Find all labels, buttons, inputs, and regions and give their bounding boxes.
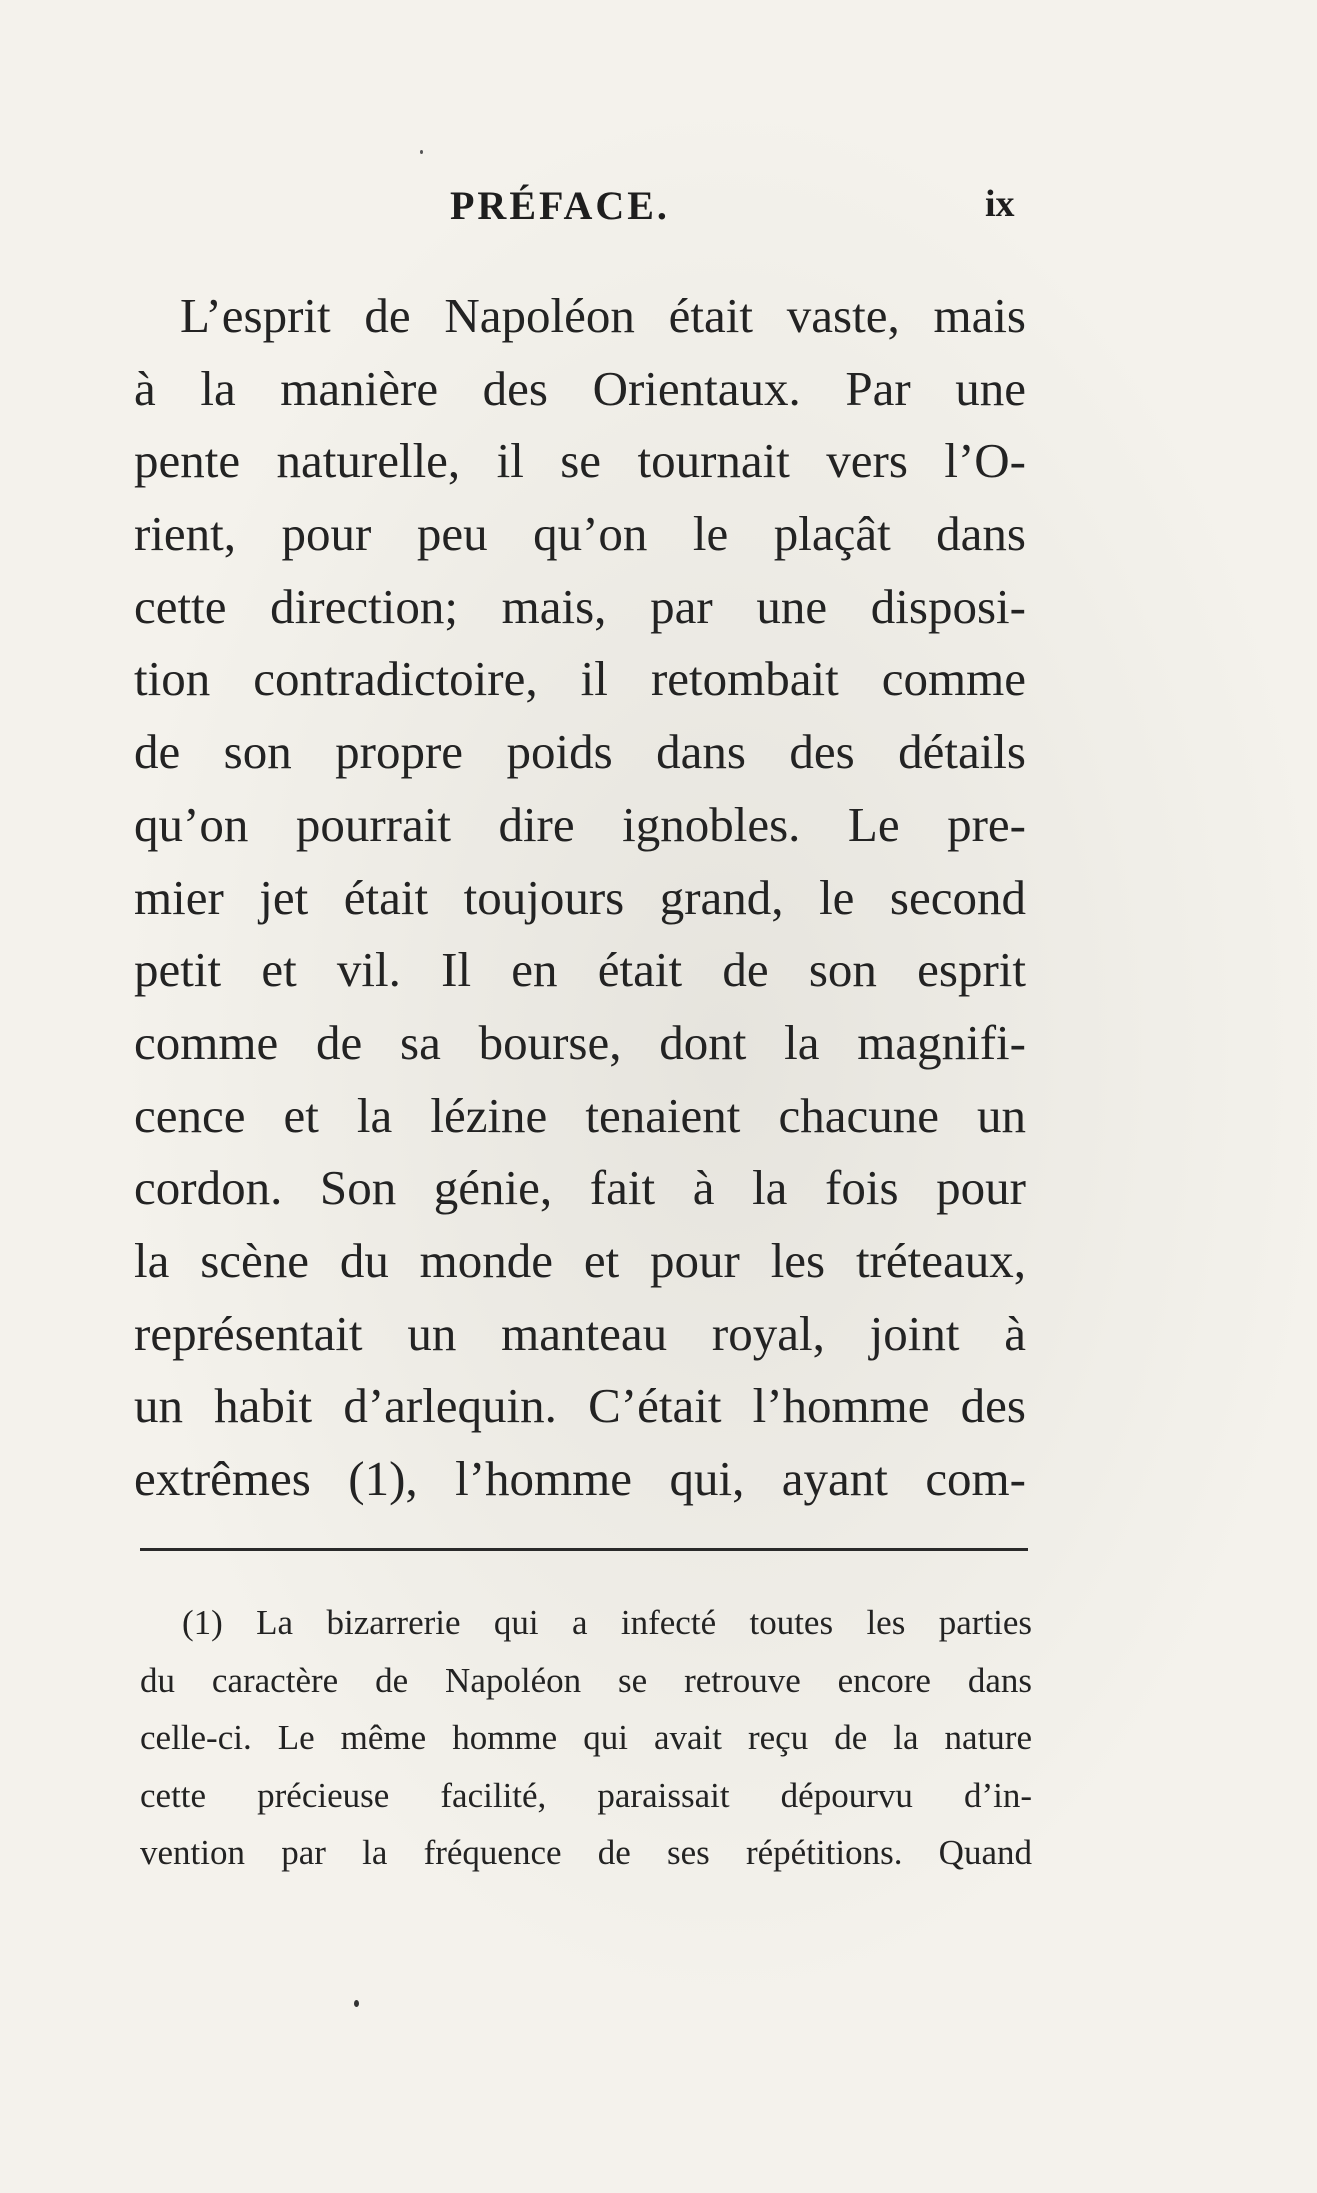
body-line: rient, pour peu qu’on le plaçât dans bbox=[134, 506, 1026, 562]
running-title: PRÉFACE. bbox=[450, 183, 670, 228]
footnote-line: celle-ci. Le même homme qui avait reçu de la nature bbox=[140, 1718, 1032, 1757]
body-line: de son propre poids dans des détails bbox=[134, 724, 1026, 780]
body-line: la scène du monde et pour les tréteaux, bbox=[134, 1232, 1026, 1288]
footnote bbox=[140, 1594, 1032, 1882]
ink-speck bbox=[420, 150, 423, 154]
running-head bbox=[0, 176, 1317, 236]
body-line: représentait un manteau royal, joint à bbox=[134, 1305, 1026, 1361]
page-number: ix bbox=[985, 183, 1015, 225]
footnote-line: (1) La bizarrerie qui a infecté toutes les parties bbox=[182, 1603, 1032, 1642]
body-line: tion contradictoire, il retombait comme bbox=[134, 651, 1026, 707]
body-line: petit et vil. Il en était de son esprit bbox=[134, 942, 1026, 998]
body-paragraph bbox=[134, 280, 1026, 1516]
body-line: L’esprit de Napoléon était vaste, mais bbox=[180, 288, 1026, 343]
body-line: extrêmes (1), l’homme qui, ayant com- bbox=[134, 1451, 1026, 1506]
body-line: pente naturelle, il se tournait vers l’O- bbox=[134, 433, 1026, 489]
body-line: mier jet était toujours grand, le second bbox=[134, 869, 1026, 925]
footnote-rule bbox=[140, 1548, 1028, 1551]
footnote-line: du caractère de Napoléon se retrouve encore dans bbox=[140, 1660, 1032, 1700]
footnote-line: cette précieuse facilité, paraissait dépourvu d’in- bbox=[140, 1775, 1032, 1815]
body-line: cence et la lézine tenaient chacune un bbox=[134, 1087, 1026, 1143]
footnote-line: vention par la fréquence de ses répétitions. Quand bbox=[140, 1833, 1032, 1872]
ink-speck bbox=[354, 2000, 359, 2007]
body-line: cordon. Son génie, fait à la fois pour bbox=[134, 1160, 1026, 1216]
body-line: à la manière des Orientaux. Par une bbox=[134, 360, 1026, 416]
body-line: un habit d’arlequin. C’était l’homme des bbox=[134, 1378, 1026, 1434]
body-line: cette direction; mais, par une disposi- bbox=[134, 578, 1026, 634]
body-line: comme de sa bourse, dont la magnifi- bbox=[134, 1014, 1026, 1070]
body-line: qu’on pourrait dire ignobles. Le pre- bbox=[134, 796, 1026, 852]
